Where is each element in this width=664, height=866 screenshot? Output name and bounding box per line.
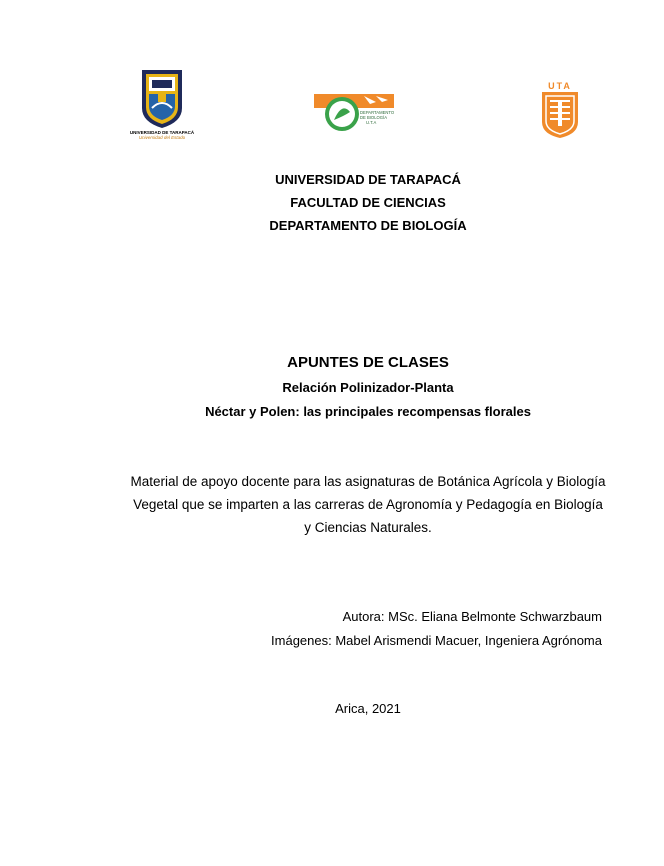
author-credit: Autora: MSc. Eliana Belmonte Schwarzbaum (342, 609, 602, 624)
images-credit: Imágenes: Mabel Arismendi Macuer, Ingeniera Agrónoma (271, 633, 602, 648)
logo-dept-line3: U.T.A (366, 120, 377, 125)
document-description (120, 470, 616, 539)
document-subtitle-2: Néctar y Polen: las principales recompensas florales (205, 404, 531, 419)
logo-dept-line2: DE BIOLOGÍA (360, 115, 387, 120)
logo-uta-text: UTA (548, 81, 572, 91)
logo-subcaption: Universidad del Estado (138, 135, 186, 140)
description-line-2: Vegetal que se imparten a las carreras de Agronomía y Pedagogía en Biología (133, 497, 603, 512)
place-date: Arica, 2021 (335, 701, 401, 716)
description-line-3: y Ciencias Naturales. (304, 520, 432, 535)
institution-university: UNIVERSIDAD DE TARAPACÁ (275, 172, 461, 187)
description-line-1: Material de apoyo docente para las asignaturas de Botánica Agrícola y Biología (130, 474, 606, 489)
logo-departamento-biologia (314, 90, 394, 138)
institution-faculty: FACULTAD DE CIENCIAS (290, 195, 446, 210)
logo-uta (540, 80, 580, 140)
logo-universidad-tarapaca (128, 68, 196, 142)
institution-department: DEPARTAMENTO DE BIOLOGÍA (269, 218, 467, 233)
university-shield-icon (128, 68, 196, 130)
document-subtitle-1: Relación Polinizador-Planta (282, 380, 454, 395)
logo-caption: UNIVERSIDAD DE TARAPACÁ (129, 130, 195, 135)
logo-dept-line1: DEPARTAMENTO (360, 110, 395, 115)
document-title: APUNTES DE CLASES (287, 354, 449, 371)
